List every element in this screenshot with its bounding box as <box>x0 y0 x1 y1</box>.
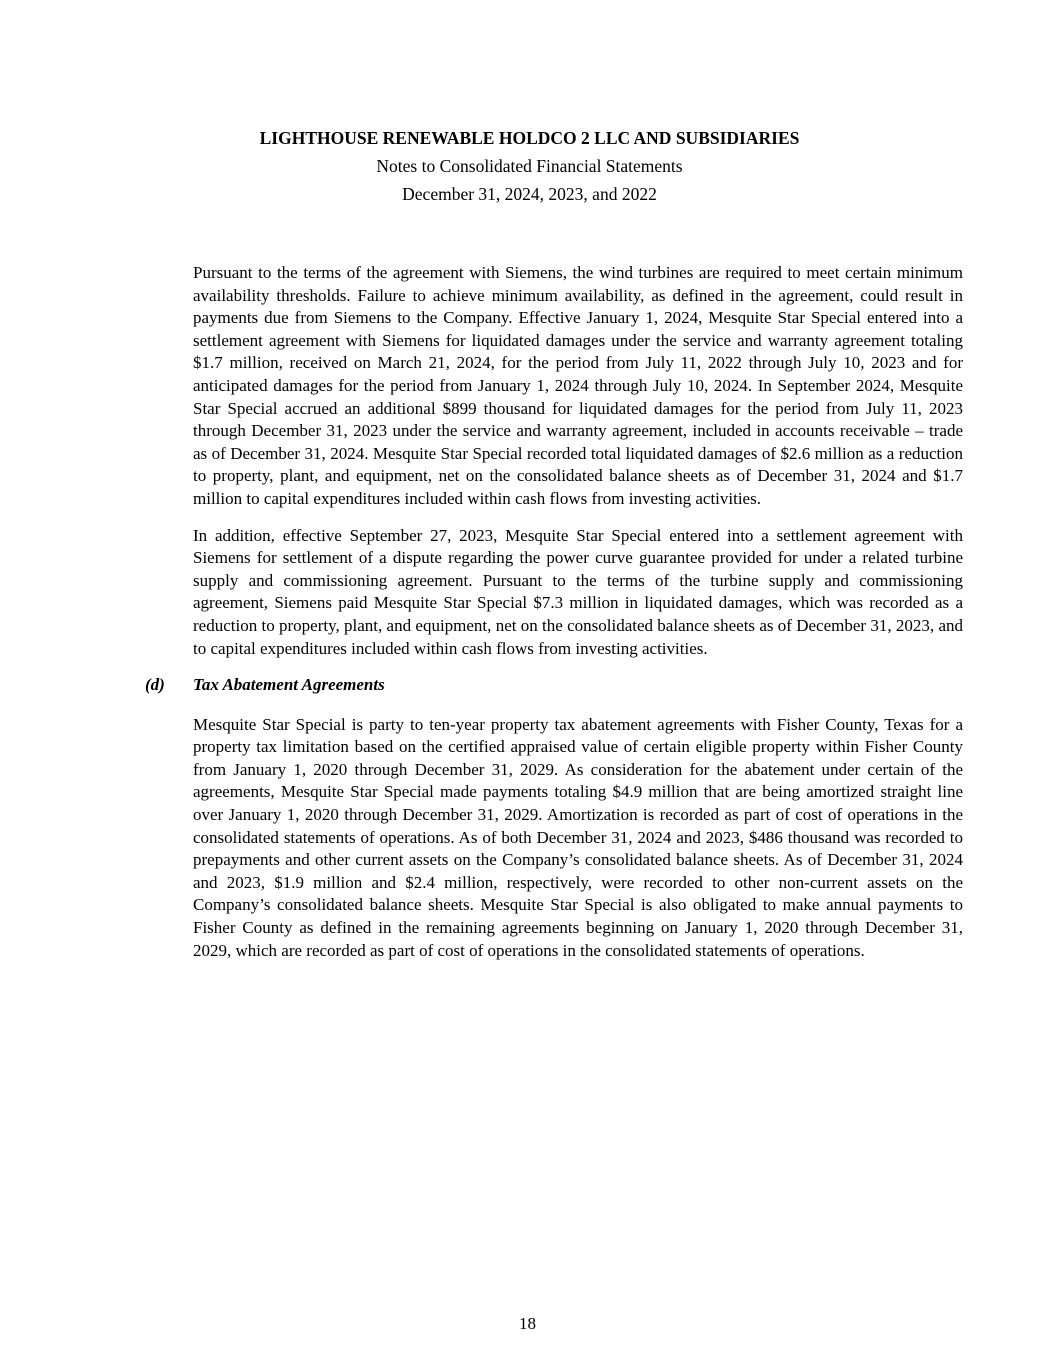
document-title: LIGHTHOUSE RENEWABLE HOLDCO 2 LLC AND SUBSIDIARIES <box>259 128 800 148</box>
paragraph-power-curve-settlement: In addition, effective September 27, 2023, Mesquite Star Special entered into a settlement agreement with Siemens for settlement of a dispute regarding the power curve guarantee provided for under a related turbine supply and commissioning agreement. Pursuant to the terms of the turbine supply and commissioning agreement, Siemens paid Mesquite Star Special $7.3 million in liquidated damages, which was recorded as a reduction to property, plant, and equipment, net on the consolidated balance sheets as of December 31, 2023, and to capital expenditures included within cash flows from investing activities. <box>193 525 963 658</box>
paragraph-tax-abatement-agreements: Mesquite Star Special is party to ten-year property tax abatement agreements with Fisher County, Texas for a property tax limitation based on the certified appraised value of certain eligible property within Fisher County from January 1, 2020 through December 31, 2029. As consideration for the abatement under certain of the agreements, Mesquite Star Special made payments totaling $4.9 million that are being amortized straight line over January 1, 2020 through December 31, 2029. Amortization is recorded as part of cost of operations in the consolidated statements of operations. As of both December 31, 2024 and 2023, $486 thousand was recorded to prepayments and other current assets on the Company’s consolidated balance sheets. As of December 31, 2024 and 2023, $1.9 million and $2.4 million, respectively, were recorded to other non-current assets on the Company’s consolidated balance sheets. Mesquite Star Special is also obligated to make annual payments to Fisher County as defined in the remaining agreements beginning on January 1, 2020 through December 31, 2029, which are recorded as part of cost of operations in the consolidated statements of operations. <box>193 714 963 960</box>
section-heading-tax-abatement <box>145 674 963 697</box>
document-subtitle: Notes to Consolidated Financial Statements <box>376 156 683 176</box>
section-letter-label: (d) <box>145 675 165 695</box>
document-header <box>96 124 963 208</box>
document-body <box>96 262 963 962</box>
document-date-line: December 31, 2024, 2023, and 2022 <box>402 184 657 204</box>
page-number: 18 <box>519 1314 536 1333</box>
section-title-text: Tax Abatement Agreements <box>193 675 385 695</box>
paragraph-siemens-availability-settlement: Pursuant to the terms of the agreement with Siemens, the wind turbines are required to meet certain minimum availability thresholds. Failure to achieve minimum availability, as defined in the agreement, could result in payments due from Siemens to the Company. Effective January 1, 2024, Mesquite Star Special entered into a settlement agreement with Siemens for liquidated damages under the service and warranty agreement totaling $1.7 million, received on March 21, 2024, for the period from July 11, 2022 through July 10, 2023 and for anticipated damages for the period from January 1, 2024 through July 10, 2024. In September 2024, Mesquite Star Special accrued an additional $899 thousand for liquidated damages for the period from July 11, 2023 through December 31, 2023 under the service and warranty agreement, included in accounts receivable – trade as of December 31, 2024. Mesquite Star Special recorded total liquidated damages of $2.6 million as a reduction to property, plant, and equipment, net on the consolidated balance sheets as of December 31, 2024 and $1.7 million to capital expenditures included within cash flows from investing activities. <box>193 263 963 508</box>
